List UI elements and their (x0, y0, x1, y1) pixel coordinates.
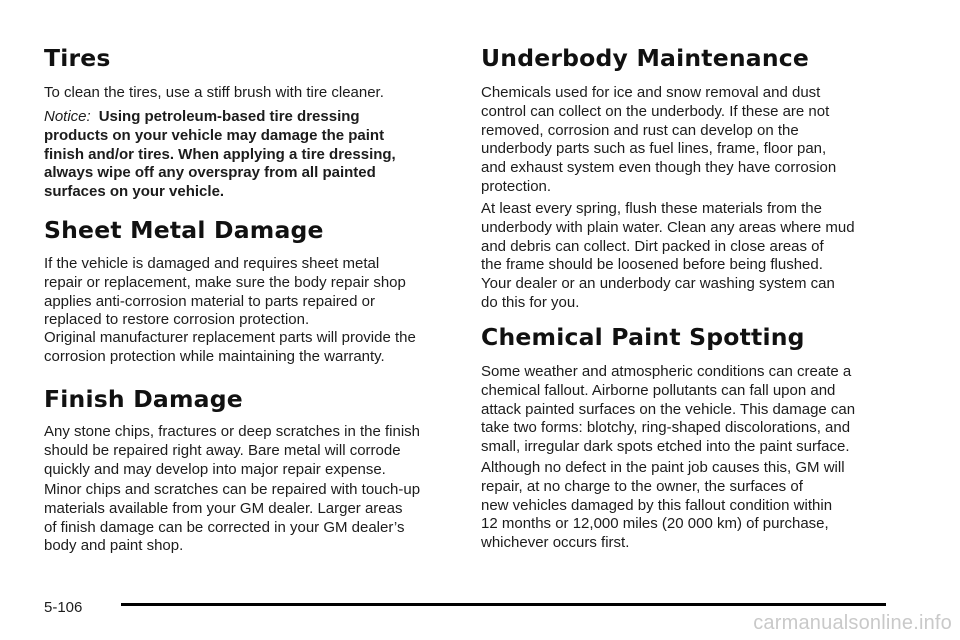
text-line: Original manufacturer replacement parts will provide the (44, 329, 416, 346)
text-line: underbody parts such as fuel lines, frame, floor pan, (481, 140, 827, 158)
text-line: new vehicles damaged by this fallout condition within (481, 496, 833, 514)
underbody-paragraph (481, 84, 891, 197)
text-line: the frame should be loosened before being flushed. (481, 256, 823, 274)
text-line: At least every spring, flush these materials from the (481, 200, 822, 217)
text-line: quickly and may develop into major repair expense. (44, 460, 386, 478)
text-line: corrosion protection while maintaining the warranty. (44, 347, 385, 365)
sheet-metal-paragraph (44, 255, 454, 330)
text-line: Minor chips and scratches can be repaired with touch-up (44, 481, 421, 498)
footer-rule (121, 603, 886, 606)
chemical-paint-paragraph (481, 363, 891, 457)
sheet-metal-heading: Sheet Metal Damage (44, 216, 324, 244)
finish-damage-paragraph (44, 423, 454, 479)
text-line: To clean the tires, use a stiff brush with tire cleaner. (44, 84, 384, 101)
text-line: Chemicals used for ice and snow removal and dust (481, 84, 821, 101)
page-number: 5-106 (44, 599, 83, 616)
text-line: small, irregular dark spots etched into the paint surface. (481, 438, 850, 456)
finish-damage-heading: Finish Damage (44, 385, 243, 413)
text-line: surfaces on your vehicle. (44, 183, 225, 201)
chemical-paint-heading: Chemical Paint Spotting (481, 323, 805, 351)
text-line: protection. (481, 177, 552, 195)
text-line: of finish damage can be corrected in your GM dealer’s (44, 518, 405, 536)
text-line: whichever occurs first. (481, 534, 630, 552)
text-line: Any stone chips, fractures or deep scratches in the finish (44, 423, 421, 440)
watermark: carmanualsonline.info (753, 612, 952, 634)
tires-notice (44, 108, 454, 202)
text-line: body and paint shop. (44, 537, 184, 555)
text-line: take two forms: blotchy, ring-shaped discolorations, and (481, 419, 851, 437)
underbody-heading: Underbody Maintenance (481, 44, 810, 72)
text-line: repair, at no charge to the owner, the surfaces of (481, 477, 803, 495)
text-line: chemical fallout. Airborne pollutants can fall upon and (481, 381, 836, 399)
sheet-metal-paragraph-2 (44, 329, 454, 367)
text-line: Although no defect in the paint job causes this, GM will (481, 459, 845, 476)
text-line: and exhaust system even though they have corrosion (481, 159, 837, 177)
text-line: removed, corrosion and rust can develop on the (481, 121, 799, 139)
underbody-paragraph-2 (481, 200, 891, 313)
tires-paragraph (44, 84, 454, 103)
text-line: control can collect on the underbody. If these are not (481, 102, 830, 120)
text-line: materials available from your GM dealer. Larger areas (44, 499, 403, 517)
text-line: underbody with plain water. Clean any areas where mud (481, 218, 855, 236)
text-line: finish and/or tires. When applying a tire dressing, (44, 145, 396, 163)
text-line: repair or replacement, make sure the body repair shop (44, 273, 406, 291)
notice-text: Using petroleum-based tire dressing (98, 108, 360, 125)
text-line: Your dealer or an underbody car washing system can (481, 275, 835, 293)
text-line: If the vehicle is damaged and requires sheet metal (44, 255, 380, 272)
text-line: attack painted surfaces on the vehicle. This damage can (481, 400, 856, 418)
text-line: replaced to restore corrosion protection. (44, 311, 310, 329)
text-line: 12 months or 12,000 miles (20 000 km) of purchase, (481, 515, 829, 533)
text-line: and debris can collect. Dirt packed in close areas of (481, 237, 824, 255)
text-line: Some weather and atmospheric conditions can create a (481, 363, 852, 380)
text-line: always wipe off any overspray from all painted (44, 164, 376, 182)
chemical-paint-paragraph-2 (481, 459, 891, 553)
text-line: applies anti-corrosion material to parts repaired or (44, 292, 375, 310)
finish-damage-paragraph-2 (44, 481, 454, 556)
text-line (44, 108, 454, 127)
notice-label: Notice: (44, 108, 91, 125)
text-line: products on your vehicle may damage the paint (44, 126, 385, 144)
text-line: should be repaired right away. Bare metal will corrode (44, 441, 401, 459)
text-line: do this for you. (481, 293, 580, 311)
tires-heading: Tires (44, 44, 111, 72)
